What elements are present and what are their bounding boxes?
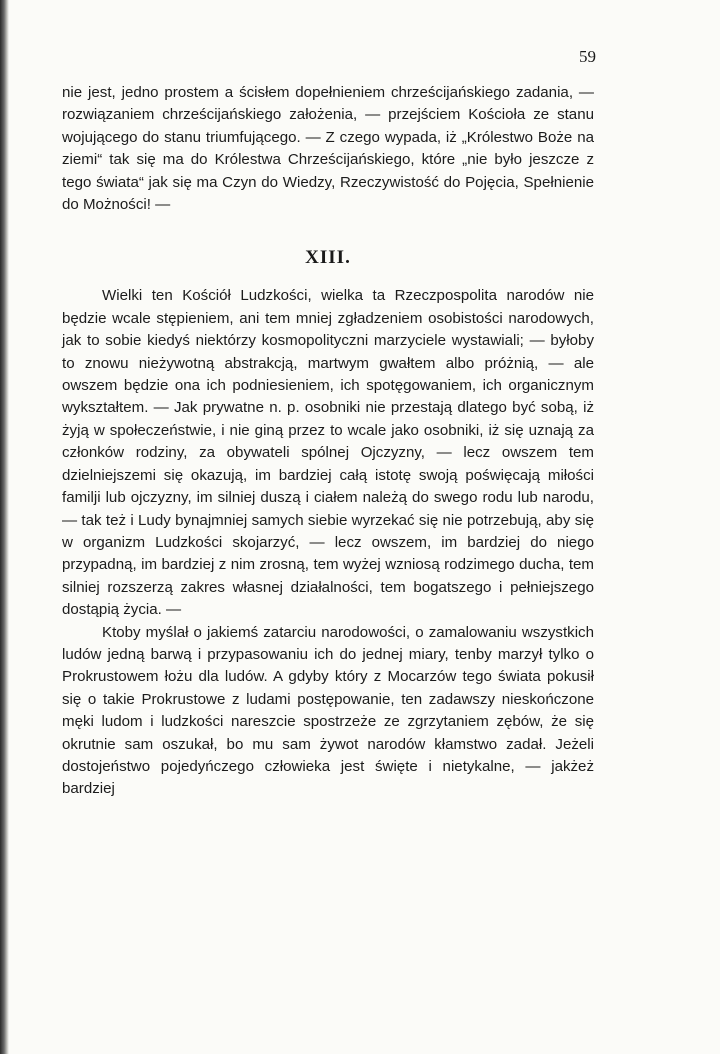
page-binding-edge bbox=[0, 0, 9, 1054]
body-paragraph-2: Ktoby myślał o jakiemś zatarciu narodowości, o zamalowaniu wszystkich ludów jedną barwą i przypasowaniu ich do jednej miary, tenby marzył tylko o Prokrustowem łożu dla ludów. A gdyby który z Mocarzów tego świata pokusił się o takie Prokrustowe z ludami postępowanie, ten zadawszy nieskończone męki ludom i ludzkości nareszcie spostrzeże ze zgrzytaniem zębów, że się okrutnie sam oszukał, bo mu sam żywot narodów kłamstwo zadał. Jeżeli dostojeństwo pojedyńczego człowieka jest święte i nietykalne, — jakżeż bardziej bbox=[62, 623, 594, 798]
section-heading: XIII. bbox=[305, 247, 351, 269]
body-paragraph-1: Wielki ten Kościół Ludzkości, wielka ta Rzeczpospolita narodów nie będzie wcale stępieniem, ani tem mniej zgładzeniem osobistości narodowych, jak to sobie kiedyś niektórzy kosmopolityczni marzyciele wystawiali; — byłoby to znowu nieżywotną abstrakcją, martwym gwałtem albo próżnią, — ale owszem będzie ona ich podniesieniem, ich spotęgowaniem, ich organicznym wykształtem. — Jak prywatne n. p. osobniki nie przestają dlatego być sobą, iż żyją w społeczeństwie, i nie giną przez to wcale jako osobniki, iż się uznają za członków rodziny, za obywateli spólnej Ojczyzny, — lecz owszem tem dzielniejszemi się okazują, im bardziej całą istotę swoją poświęcają miłości familji lub ojczyzny, im silniej duszą i ciałem należą do swego rodu lub narodu, — tak też i Ludy bynajmniej samych siebie wyrzekać się nie potrzebują, aby się w organizm Ludzkości skojarzyć, — lecz owszem, im bardziej do niego przypadną, im bardziej z nim zrosną, tem wyżej wzniosą rodzimego ducha, tem silniej rozszerzą zakres własnej działalności, tem bogatszego i pełniejszego dostąpią życia. — bbox=[62, 287, 594, 619]
page-text-block bbox=[62, 82, 594, 801]
page-number: 59 bbox=[579, 47, 596, 66]
intro-paragraph: nie jest, jedno prostem a ścisłem dopełnieniem chrześcijańskiego zadania, — rozwiązaniem chrześcijańskiego założenia, — przejściem Kościoła ze stanu wojującego do stanu triumfującego. — Z czego wypada, iż „Królestwo Boże na ziemi“ tak się ma do Królestwa Chrześcijańskiego, które „nie było jeszcze z tego świata“ jak się ma Czyn do Wiedzy, Rzeczywistość do Pojęcia, Spełnienie do Możności! — bbox=[62, 84, 594, 214]
